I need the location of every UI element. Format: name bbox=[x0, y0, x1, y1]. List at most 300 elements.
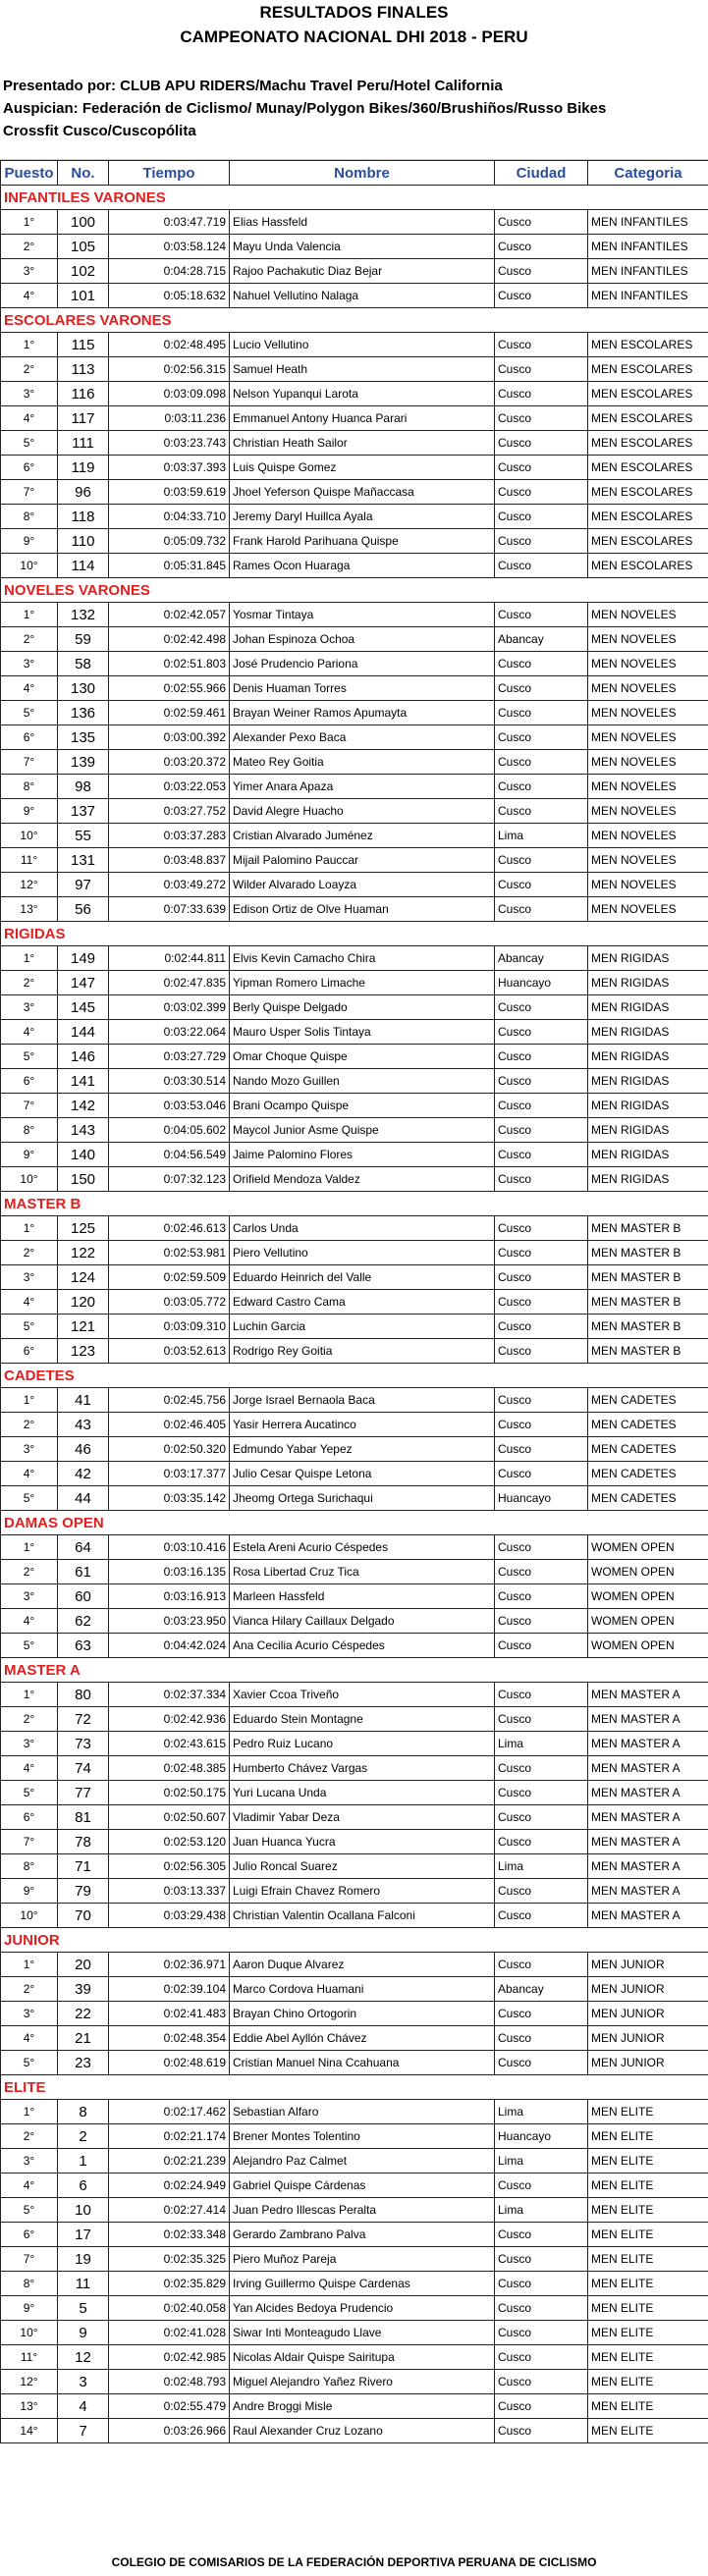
section-title: DAMAS OPEN bbox=[1, 1511, 708, 1535]
cell-categoria: MEN INFANTILES bbox=[588, 235, 708, 259]
cell-ciudad: Cusco bbox=[495, 235, 588, 259]
cell-numero: 120 bbox=[58, 1290, 109, 1315]
table-row bbox=[1, 995, 708, 1020]
cell-categoria: WOMEN OPEN bbox=[588, 1634, 708, 1658]
cell-puesto: 11° bbox=[1, 848, 58, 873]
cell-tiempo: 0:02:55.479 bbox=[109, 2394, 230, 2419]
cell-nombre: Vianca Hilary Caillaux Delgado bbox=[230, 1609, 495, 1634]
cell-nombre: Edmundo Yabar Yepez bbox=[230, 1437, 495, 1462]
cell-ciudad: Cusco bbox=[495, 676, 588, 701]
cell-tiempo: 0:02:21.239 bbox=[109, 2149, 230, 2174]
cell-puesto: 1° bbox=[1, 1216, 58, 1241]
cell-tiempo: 0:03:09.310 bbox=[109, 1315, 230, 1339]
cell-categoria: MEN MASTER A bbox=[588, 1683, 708, 1707]
cell-categoria: MEN CADETES bbox=[588, 1462, 708, 1486]
cell-tiempo: 0:03:59.619 bbox=[109, 480, 230, 505]
cell-ciudad: Cusco bbox=[495, 1265, 588, 1290]
cell-tiempo: 0:03:10.416 bbox=[109, 1535, 230, 1560]
table-row bbox=[1, 824, 708, 848]
table-row bbox=[1, 873, 708, 897]
cell-categoria: MEN RIGIDAS bbox=[588, 1069, 708, 1094]
cell-ciudad: Cusco bbox=[495, 2247, 588, 2272]
cell-categoria: MEN MASTER A bbox=[588, 1904, 708, 1928]
table-row bbox=[1, 2002, 708, 2026]
table-row bbox=[1, 357, 708, 382]
cell-tiempo: 0:07:32.123 bbox=[109, 1167, 230, 1192]
cell-categoria: MEN RIGIDAS bbox=[588, 995, 708, 1020]
cell-numero: 110 bbox=[58, 529, 109, 554]
cell-numero: 9 bbox=[58, 2321, 109, 2345]
cell-nombre: Piero Vellutino bbox=[230, 1241, 495, 1265]
table-row bbox=[1, 1756, 708, 1781]
table-row bbox=[1, 676, 708, 701]
cell-tiempo: 0:04:33.710 bbox=[109, 505, 230, 529]
cell-categoria: MEN CADETES bbox=[588, 1486, 708, 1511]
cell-tiempo: 0:02:35.829 bbox=[109, 2272, 230, 2296]
cell-categoria: MEN ELITE bbox=[588, 2247, 708, 2272]
cell-categoria: MEN ESCOLARES bbox=[588, 554, 708, 578]
cell-tiempo: 0:04:42.024 bbox=[109, 1634, 230, 1658]
cell-tiempo: 0:02:17.462 bbox=[109, 2100, 230, 2124]
table-row bbox=[1, 2345, 708, 2370]
cell-nombre: Gerardo Zambrano Palva bbox=[230, 2223, 495, 2247]
cell-nombre: Jhoel Yeferson Quispe Mañaccasa bbox=[230, 480, 495, 505]
cell-numero: 150 bbox=[58, 1167, 109, 1192]
table-row bbox=[1, 603, 708, 627]
cell-categoria: MEN MASTER A bbox=[588, 1707, 708, 1732]
cell-nombre: Julio Cesar Quispe Letona bbox=[230, 1462, 495, 1486]
cell-ciudad: Cusco bbox=[495, 848, 588, 873]
cell-puesto: 4° bbox=[1, 1756, 58, 1781]
table-row bbox=[1, 1486, 708, 1511]
table-row bbox=[1, 1732, 708, 1756]
cell-categoria: MEN NOVELES bbox=[588, 799, 708, 824]
cell-ciudad: Lima bbox=[495, 2198, 588, 2223]
table-row bbox=[1, 406, 708, 431]
table-row bbox=[1, 284, 708, 308]
cell-puesto: 1° bbox=[1, 210, 58, 235]
cell-puesto: 5° bbox=[1, 1781, 58, 1805]
cell-nombre: Ana Cecilia Acurio Céspedes bbox=[230, 1634, 495, 1658]
cell-categoria: MEN RIGIDAS bbox=[588, 1020, 708, 1045]
cell-numero: 125 bbox=[58, 1216, 109, 1241]
cell-numero: 72 bbox=[58, 1707, 109, 1732]
blank-row bbox=[0, 49, 708, 75]
cell-ciudad: Cusco bbox=[495, 2051, 588, 2075]
cell-tiempo: 0:02:56.305 bbox=[109, 1854, 230, 1879]
cell-tiempo: 0:03:58.124 bbox=[109, 235, 230, 259]
cell-ciudad: Cusco bbox=[495, 505, 588, 529]
table-row bbox=[1, 529, 708, 554]
cell-puesto: 7° bbox=[1, 480, 58, 505]
footer-commissioners: COLEGIO DE COMISARIOS DE LA FEDERACIÓN DEPORTIVA PERUANA DE CICLISMO bbox=[111, 2555, 597, 2569]
cell-tiempo: 0:02:53.981 bbox=[109, 1241, 230, 1265]
cell-puesto: 1° bbox=[1, 333, 58, 357]
cell-puesto: 5° bbox=[1, 701, 58, 725]
cell-ciudad: Cusco bbox=[495, 480, 588, 505]
cell-numero: 61 bbox=[58, 1560, 109, 1584]
table-header-row bbox=[1, 161, 708, 186]
table-row bbox=[1, 627, 708, 652]
cell-nombre: Aaron Duque Alvarez bbox=[230, 1953, 495, 1977]
cell-ciudad: Cusco bbox=[495, 2296, 588, 2321]
cell-ciudad: Lima bbox=[495, 1732, 588, 1756]
table-row bbox=[1, 2394, 708, 2419]
results-table bbox=[0, 160, 708, 2443]
cell-numero: 19 bbox=[58, 2247, 109, 2272]
cell-tiempo: 0:03:47.719 bbox=[109, 210, 230, 235]
cell-ciudad: Cusco bbox=[495, 382, 588, 406]
table-row bbox=[1, 2198, 708, 2223]
cell-puesto: 3° bbox=[1, 1265, 58, 1290]
cell-numero: 8 bbox=[58, 2100, 109, 2124]
section-heading bbox=[1, 1192, 708, 1216]
cell-ciudad: Cusco bbox=[495, 431, 588, 456]
cell-tiempo: 0:03:23.950 bbox=[109, 1609, 230, 1634]
section-title: ELITE bbox=[1, 2075, 708, 2100]
cell-categoria: MEN INFANTILES bbox=[588, 259, 708, 284]
table-row bbox=[1, 971, 708, 995]
cell-categoria: MEN ELITE bbox=[588, 2345, 708, 2370]
cell-puesto: 1° bbox=[1, 1953, 58, 1977]
cell-ciudad: Cusco bbox=[495, 1707, 588, 1732]
cell-tiempo: 0:05:31.845 bbox=[109, 554, 230, 578]
cell-tiempo: 0:02:44.811 bbox=[109, 946, 230, 971]
cell-puesto: 5° bbox=[1, 1315, 58, 1339]
cell-nombre: Pedro Ruiz Lucano bbox=[230, 1732, 495, 1756]
blank-row bbox=[0, 142, 708, 160]
cell-categoria: MEN ESCOLARES bbox=[588, 529, 708, 554]
section-heading bbox=[1, 1658, 708, 1683]
cell-puesto: 4° bbox=[1, 1609, 58, 1634]
cell-categoria: MEN ELITE bbox=[588, 2124, 708, 2149]
cell-numero: 59 bbox=[58, 627, 109, 652]
cell-tiempo: 0:03:09.098 bbox=[109, 382, 230, 406]
cell-categoria: MEN ELITE bbox=[588, 2223, 708, 2247]
cell-numero: 1 bbox=[58, 2149, 109, 2174]
cell-numero: 123 bbox=[58, 1339, 109, 1364]
cell-nombre: Xavier Ccoa Triveño bbox=[230, 1683, 495, 1707]
cell-ciudad: Cusco bbox=[495, 210, 588, 235]
cell-tiempo: 0:02:55.966 bbox=[109, 676, 230, 701]
cell-ciudad: Cusco bbox=[495, 2321, 588, 2345]
cell-nombre: Yan Alcides Bedoya Prudencio bbox=[230, 2296, 495, 2321]
section-title: RIGIDAS bbox=[1, 922, 708, 946]
cell-ciudad: Cusco bbox=[495, 456, 588, 480]
cell-categoria: MEN ELITE bbox=[588, 2370, 708, 2394]
cell-puesto: 5° bbox=[1, 431, 58, 456]
section-title: ESCOLARES VARONES bbox=[1, 308, 708, 333]
cell-categoria: MEN ELITE bbox=[588, 2149, 708, 2174]
cell-numero: 41 bbox=[58, 1388, 109, 1413]
cell-puesto: 9° bbox=[1, 529, 58, 554]
cell-puesto: 10° bbox=[1, 1904, 58, 1928]
table-row bbox=[1, 946, 708, 971]
cell-puesto: 3° bbox=[1, 259, 58, 284]
cell-categoria: MEN INFANTILES bbox=[588, 284, 708, 308]
cell-nombre: Jeremy Daryl Huillca Ayala bbox=[230, 505, 495, 529]
cell-puesto: 6° bbox=[1, 456, 58, 480]
cell-puesto: 6° bbox=[1, 1805, 58, 1830]
cell-numero: 96 bbox=[58, 480, 109, 505]
cell-ciudad: Huancayo bbox=[495, 2124, 588, 2149]
cell-categoria: MEN JUNIOR bbox=[588, 2026, 708, 2051]
cell-puesto: 10° bbox=[1, 554, 58, 578]
cell-numero: 22 bbox=[58, 2002, 109, 2026]
cell-tiempo: 0:05:09.732 bbox=[109, 529, 230, 554]
cell-tiempo: 0:02:40.058 bbox=[109, 2296, 230, 2321]
cell-categoria: MEN RIGIDAS bbox=[588, 1143, 708, 1167]
table-row bbox=[1, 1167, 708, 1192]
cell-ciudad: Cusco bbox=[495, 1756, 588, 1781]
cell-ciudad: Abancay bbox=[495, 627, 588, 652]
cell-categoria: MEN ELITE bbox=[588, 2100, 708, 2124]
table-row bbox=[1, 554, 708, 578]
cell-nombre: Sebastian Alfaro bbox=[230, 2100, 495, 2124]
cell-ciudad: Cusco bbox=[495, 701, 588, 725]
section-heading bbox=[1, 1364, 708, 1388]
cell-numero: 147 bbox=[58, 971, 109, 995]
cell-numero: 145 bbox=[58, 995, 109, 1020]
cell-ciudad: Cusco bbox=[495, 1388, 588, 1413]
cell-ciudad: Cusco bbox=[495, 652, 588, 676]
table-row bbox=[1, 1315, 708, 1339]
cell-tiempo: 0:04:05.602 bbox=[109, 1118, 230, 1143]
cell-numero: 62 bbox=[58, 1609, 109, 1634]
cell-puesto: 1° bbox=[1, 603, 58, 627]
cell-puesto: 1° bbox=[1, 946, 58, 971]
cell-tiempo: 0:02:50.175 bbox=[109, 1781, 230, 1805]
section-heading bbox=[1, 308, 708, 333]
cell-tiempo: 0:03:35.142 bbox=[109, 1486, 230, 1511]
cell-ciudad: Cusco bbox=[495, 2223, 588, 2247]
cell-puesto: 8° bbox=[1, 1854, 58, 1879]
cell-ciudad: Cusco bbox=[495, 775, 588, 799]
cell-ciudad: Cusco bbox=[495, 1805, 588, 1830]
cell-categoria: MEN ELITE bbox=[588, 2321, 708, 2345]
cell-puesto: 5° bbox=[1, 1045, 58, 1069]
table-row bbox=[1, 2051, 708, 2075]
cell-tiempo: 0:03:53.046 bbox=[109, 1094, 230, 1118]
table-row bbox=[1, 701, 708, 725]
cell-puesto: 2° bbox=[1, 357, 58, 382]
cell-categoria: MEN JUNIOR bbox=[588, 1953, 708, 1977]
table-row bbox=[1, 1805, 708, 1830]
cell-categoria: MEN JUNIOR bbox=[588, 2002, 708, 2026]
cell-categoria: MEN RIGIDAS bbox=[588, 946, 708, 971]
cell-numero: 71 bbox=[58, 1854, 109, 1879]
cell-nombre: Lucio Vellutino bbox=[230, 333, 495, 357]
cell-ciudad: Cusco bbox=[495, 2394, 588, 2419]
cell-categoria: MEN ESCOLARES bbox=[588, 333, 708, 357]
cell-numero: 143 bbox=[58, 1118, 109, 1143]
cell-categoria: WOMEN OPEN bbox=[588, 1609, 708, 1634]
cell-puesto: 4° bbox=[1, 1462, 58, 1486]
cell-puesto: 2° bbox=[1, 235, 58, 259]
cell-nombre: Eduardo Stein Montagne bbox=[230, 1707, 495, 1732]
cell-puesto: 4° bbox=[1, 1290, 58, 1315]
table-row bbox=[1, 2124, 708, 2149]
cell-categoria: MEN ELITE bbox=[588, 2394, 708, 2419]
cell-categoria: MEN ESCOLARES bbox=[588, 505, 708, 529]
cell-tiempo: 0:02:47.835 bbox=[109, 971, 230, 995]
section-title: NOVELES VARONES bbox=[1, 578, 708, 603]
cell-categoria: MEN ELITE bbox=[588, 2419, 708, 2443]
cell-tiempo: 0:02:42.985 bbox=[109, 2345, 230, 2370]
cell-numero: 20 bbox=[58, 1953, 109, 1977]
table-row bbox=[1, 1609, 708, 1634]
cell-nombre: Miguel Alejandro Yañez Rivero bbox=[230, 2370, 495, 2394]
cell-categoria: MEN ESCOLARES bbox=[588, 480, 708, 505]
cell-numero: 149 bbox=[58, 946, 109, 971]
cell-numero: 118 bbox=[58, 505, 109, 529]
table-row bbox=[1, 799, 708, 824]
cell-puesto: 10° bbox=[1, 824, 58, 848]
cell-ciudad: Cusco bbox=[495, 1216, 588, 1241]
cell-puesto: 2° bbox=[1, 1560, 58, 1584]
cell-categoria: MEN ESCOLARES bbox=[588, 357, 708, 382]
cell-ciudad: Cusco bbox=[495, 333, 588, 357]
cell-numero: 77 bbox=[58, 1781, 109, 1805]
cell-puesto: 5° bbox=[1, 2198, 58, 2223]
cell-categoria: MEN MASTER A bbox=[588, 1756, 708, 1781]
cell-nombre: Mijail Palomino Pauccar bbox=[230, 848, 495, 873]
section-heading bbox=[1, 922, 708, 946]
cell-nombre: Omar Choque Quispe bbox=[230, 1045, 495, 1069]
cell-puesto: 2° bbox=[1, 1707, 58, 1732]
cell-nombre: Andre Broggi Misle bbox=[230, 2394, 495, 2419]
cell-tiempo: 0:02:50.607 bbox=[109, 1805, 230, 1830]
cell-nombre: Cristian Manuel Nina Ccahuana bbox=[230, 2051, 495, 2075]
cell-ciudad: Cusco bbox=[495, 1020, 588, 1045]
table-row bbox=[1, 2296, 708, 2321]
cell-nombre: Siwar Inti Monteagudo Llave bbox=[230, 2321, 495, 2345]
cell-categoria: MEN JUNIOR bbox=[588, 2051, 708, 2075]
cell-nombre: Nelson Yupanqui Larota bbox=[230, 382, 495, 406]
cell-puesto: 3° bbox=[1, 382, 58, 406]
table-row bbox=[1, 1339, 708, 1364]
table-row bbox=[1, 1094, 708, 1118]
cell-categoria: MEN MASTER B bbox=[588, 1265, 708, 1290]
cell-puesto: 3° bbox=[1, 1732, 58, 1756]
cell-tiempo: 0:02:48.354 bbox=[109, 2026, 230, 2051]
cell-categoria: MEN NOVELES bbox=[588, 676, 708, 701]
table-row bbox=[1, 1560, 708, 1584]
cell-tiempo: 0:03:22.053 bbox=[109, 775, 230, 799]
cell-categoria: MEN ELITE bbox=[588, 2174, 708, 2198]
cell-numero: 136 bbox=[58, 701, 109, 725]
table-row bbox=[1, 652, 708, 676]
cell-ciudad: Cusco bbox=[495, 2174, 588, 2198]
cell-numero: 97 bbox=[58, 873, 109, 897]
cell-categoria: MEN NOVELES bbox=[588, 652, 708, 676]
cell-categoria: MEN ESCOLARES bbox=[588, 431, 708, 456]
table-row bbox=[1, 2174, 708, 2198]
cell-puesto: 7° bbox=[1, 1830, 58, 1854]
header-nombre: Nombre bbox=[230, 161, 495, 186]
cell-nombre: Brani Ocampo Quispe bbox=[230, 1094, 495, 1118]
cell-numero: 70 bbox=[58, 1904, 109, 1928]
cell-nombre: Jheomg Ortega Surichaqui bbox=[230, 1486, 495, 1511]
cell-nombre: Eduardo Heinrich del Valle bbox=[230, 1265, 495, 1290]
table-row bbox=[1, 1904, 708, 1928]
cell-ciudad: Abancay bbox=[495, 1977, 588, 2002]
cell-tiempo: 0:03:13.337 bbox=[109, 1879, 230, 1904]
table-row bbox=[1, 1265, 708, 1290]
cell-ciudad: Cusco bbox=[495, 725, 588, 750]
cell-categoria: MEN RIGIDAS bbox=[588, 1094, 708, 1118]
cell-categoria: MEN NOVELES bbox=[588, 750, 708, 775]
cell-nombre: Jorge Israel Bernaola Baca bbox=[230, 1388, 495, 1413]
cell-numero: 113 bbox=[58, 357, 109, 382]
cell-categoria: MEN INFANTILES bbox=[588, 210, 708, 235]
cell-tiempo: 0:03:16.913 bbox=[109, 1584, 230, 1609]
table-row bbox=[1, 480, 708, 505]
cell-puesto: 1° bbox=[1, 1388, 58, 1413]
cell-nombre: Elvis Kevin Camacho Chira bbox=[230, 946, 495, 971]
cell-categoria: MEN ESCOLARES bbox=[588, 382, 708, 406]
cell-categoria: MEN MASTER A bbox=[588, 1854, 708, 1879]
cell-numero: 98 bbox=[58, 775, 109, 799]
cell-ciudad: Cusco bbox=[495, 1560, 588, 1584]
cell-numero: 111 bbox=[58, 431, 109, 456]
cell-categoria: MEN JUNIOR bbox=[588, 1977, 708, 2002]
cell-puesto: 4° bbox=[1, 1020, 58, 1045]
cell-numero: 2 bbox=[58, 2124, 109, 2149]
cell-categoria: MEN ESCOLARES bbox=[588, 456, 708, 480]
cell-nombre: Johan Espinoza Ochoa bbox=[230, 627, 495, 652]
table-row bbox=[1, 210, 708, 235]
table-row bbox=[1, 2223, 708, 2247]
cell-nombre: Jaime Palomino Flores bbox=[230, 1143, 495, 1167]
cell-puesto: 3° bbox=[1, 2149, 58, 2174]
cell-puesto: 3° bbox=[1, 2002, 58, 2026]
cell-tiempo: 0:03:27.752 bbox=[109, 799, 230, 824]
table-row bbox=[1, 1584, 708, 1609]
cell-ciudad: Cusco bbox=[495, 1045, 588, 1069]
cell-tiempo: 0:03:23.743 bbox=[109, 431, 230, 456]
cell-puesto: 2° bbox=[1, 971, 58, 995]
cell-tiempo: 0:03:49.272 bbox=[109, 873, 230, 897]
cell-tiempo: 0:02:42.057 bbox=[109, 603, 230, 627]
cell-numero: 5 bbox=[58, 2296, 109, 2321]
section-title: INFANTILES VARONES bbox=[1, 186, 708, 210]
cell-nombre: Edward Castro Cama bbox=[230, 1290, 495, 1315]
cell-tiempo: 0:03:37.393 bbox=[109, 456, 230, 480]
cell-nombre: Mauro Usper Solis Tintaya bbox=[230, 1020, 495, 1045]
cell-puesto: 2° bbox=[1, 627, 58, 652]
cell-puesto: 6° bbox=[1, 1069, 58, 1094]
cell-tiempo: 0:07:33.639 bbox=[109, 897, 230, 922]
cell-tiempo: 0:03:37.283 bbox=[109, 824, 230, 848]
cell-nombre: Marco Cordova Huamani bbox=[230, 1977, 495, 2002]
cell-nombre: Rosa Libertad Cruz Tica bbox=[230, 1560, 495, 1584]
cell-numero: 131 bbox=[58, 848, 109, 873]
cell-nombre: Cristian Alvarado Juménez bbox=[230, 824, 495, 848]
cell-puesto: 8° bbox=[1, 1118, 58, 1143]
cell-ciudad: Cusco bbox=[495, 2002, 588, 2026]
cell-numero: 12 bbox=[58, 2345, 109, 2370]
cell-puesto: 11° bbox=[1, 2345, 58, 2370]
cell-puesto: 9° bbox=[1, 799, 58, 824]
cell-ciudad: Cusco bbox=[495, 529, 588, 554]
cell-puesto: 4° bbox=[1, 284, 58, 308]
cell-ciudad: Cusco bbox=[495, 1069, 588, 1094]
cell-numero: 117 bbox=[58, 406, 109, 431]
cell-ciudad: Cusco bbox=[495, 873, 588, 897]
cell-nombre: Christian Heath Sailor bbox=[230, 431, 495, 456]
table-row bbox=[1, 235, 708, 259]
